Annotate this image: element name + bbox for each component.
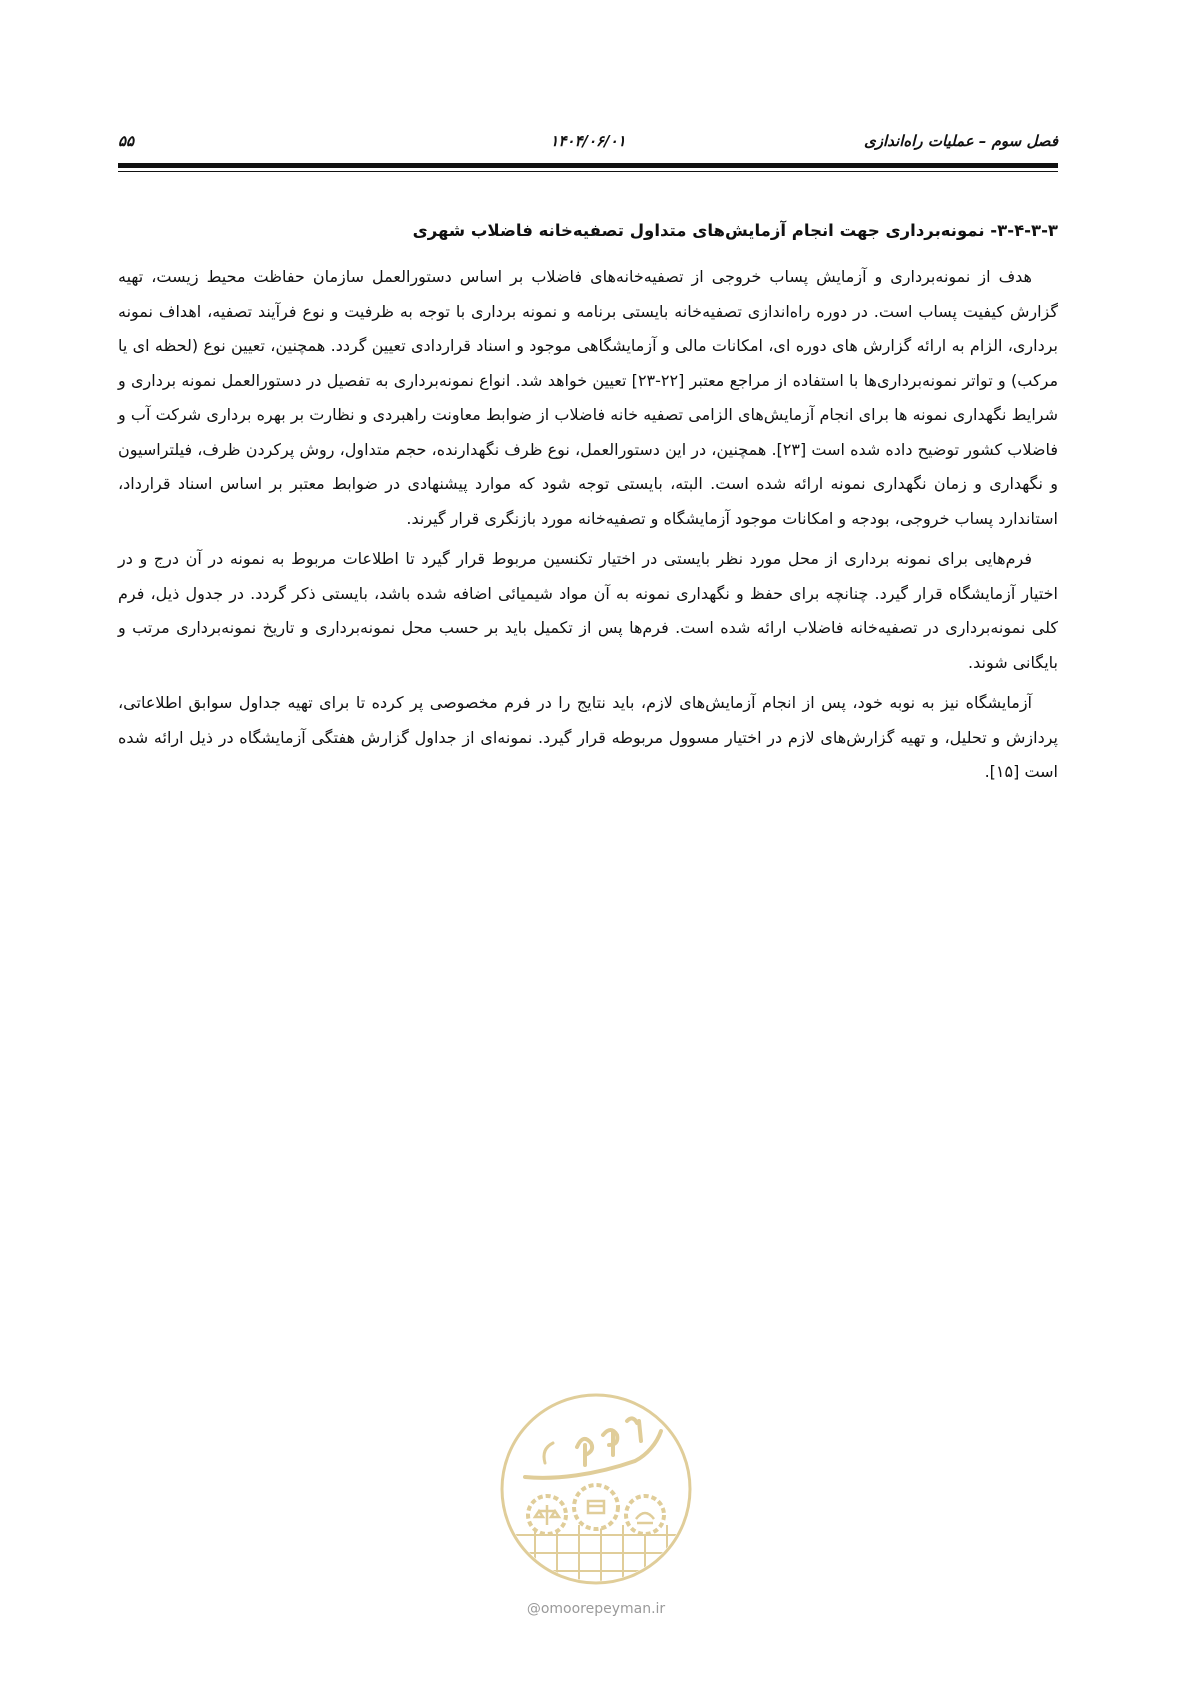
main-content xyxy=(118,216,1058,796)
header-divider xyxy=(118,163,1058,168)
header-date: ۱۴۰۴/۰۶/۰۱ xyxy=(550,132,626,150)
chapter-title: فصل سوم – عملیات راه‌اندازی xyxy=(864,132,1058,150)
page-number: ۵۵ xyxy=(118,132,135,150)
page-header xyxy=(118,128,1058,158)
omoorepeyman-logo-icon xyxy=(485,1385,707,1595)
watermark-logo xyxy=(485,1385,707,1625)
paragraph: هدف از نمونه‌برداری و آزمایش پساب خروجی از تصفیه‌خانه‌های فاضلاب بر اساس دستورالعمل سازمان حفاظت محیط زیست، تهیه گزارش کیفیت پساب است. در دوره راه‌اندازی تصفیه‌خانه بایستی برنامه و نمونه برداری با توجه به ظرفیت و نوع فرآیند تصفیه، اهداف نمونه برداری، الزام به ارائه گزارش های دوره ای، امکانات مالی و آزمایشگاهی موجود و اسناد قراردادی تعیین گردد. همچنین، تعیین نوع (لحظه ای یا مرکب) و تواتر نمونه‌برداری‌ها با استفاده از مراجع معتبر [۲۲-۲۳] تعیین خواهد شد. انواع نمونه‌برداری به تفصیل در دستورالعمل نمونه برداری و شرایط نگهداری نمونه ها برای انجام آزمایش‌های الزامی تصفیه خانه فاضلاب از ضوابط معاونت راهبردی و نظارت بر بهره برداری شرکت آب و فاضلاب کشور توضیح داده شده است [۲۳]. همچنین، در این دستورالعمل، نوع ظرف نگهدارنده، حجم متداول، روش پرکردن ظرف، فیلتراسیون و نگهداری و زمان نگهداری نمونه ارائه شده است. البته، بایستی توجه شود که موارد پیشنهادی در ضوابط معتبر بر اساس اسناد قرارداد، استاندارد پساب خروجی، بودجه و امکانات موجود آزمایشگاه و تصفیه‌خانه مورد بازنگری قرار گیرند. xyxy=(118,267,1059,528)
section-heading: ۳-۴-۳-۳- نمونه‌برداری جهت انجام آزمایش‌های متداول تصفیه‌خانه فاضلاب شهری xyxy=(412,221,1058,240)
paragraph: فرم‌هایی برای نمونه برداری از محل مورد نظر بایستی در اختیار تکنسین مربوط قرار گیرد تا اطلاعات مربوط به نمونه در آن درج و در اختیار آزمایشگاه قرار گیرد. چنانچه برای حفظ و نگهداری نمونه به آن مواد شیمیائی اضافه شده باشد، بایستی ذکر گردد. در جدول ذیل، فرم کلی نمونه‌برداری در تصفیه‌خانه فاضلاب ارائه شده است. فرم‌ها پس از تکمیل باید بر حسب محل نمونه‌برداری و تاریخ نمونه‌برداری مرتب و بایگانی شوند. xyxy=(118,549,1058,672)
watermark-url: @omoorepeyman.ir xyxy=(526,1601,666,1617)
paragraph: آزمایشگاه نیز به نوبه خود، پس از انجام آزمایش‌های لازم، باید نتایج را در فرم مخصوصی پر کرده تا برای تهیه جداول سوابق اطلاعاتی، پردازش و تحلیل، و تهیه گزارش‌های لازم در اختیار مسوول مربوطه قرار گیرد. نمونه‌ای از جداول گزارش هفتگی آزمایشگاه در ذیل ارائه شده است [۱۵]. xyxy=(118,693,1058,781)
header-divider-thin xyxy=(118,171,1058,172)
